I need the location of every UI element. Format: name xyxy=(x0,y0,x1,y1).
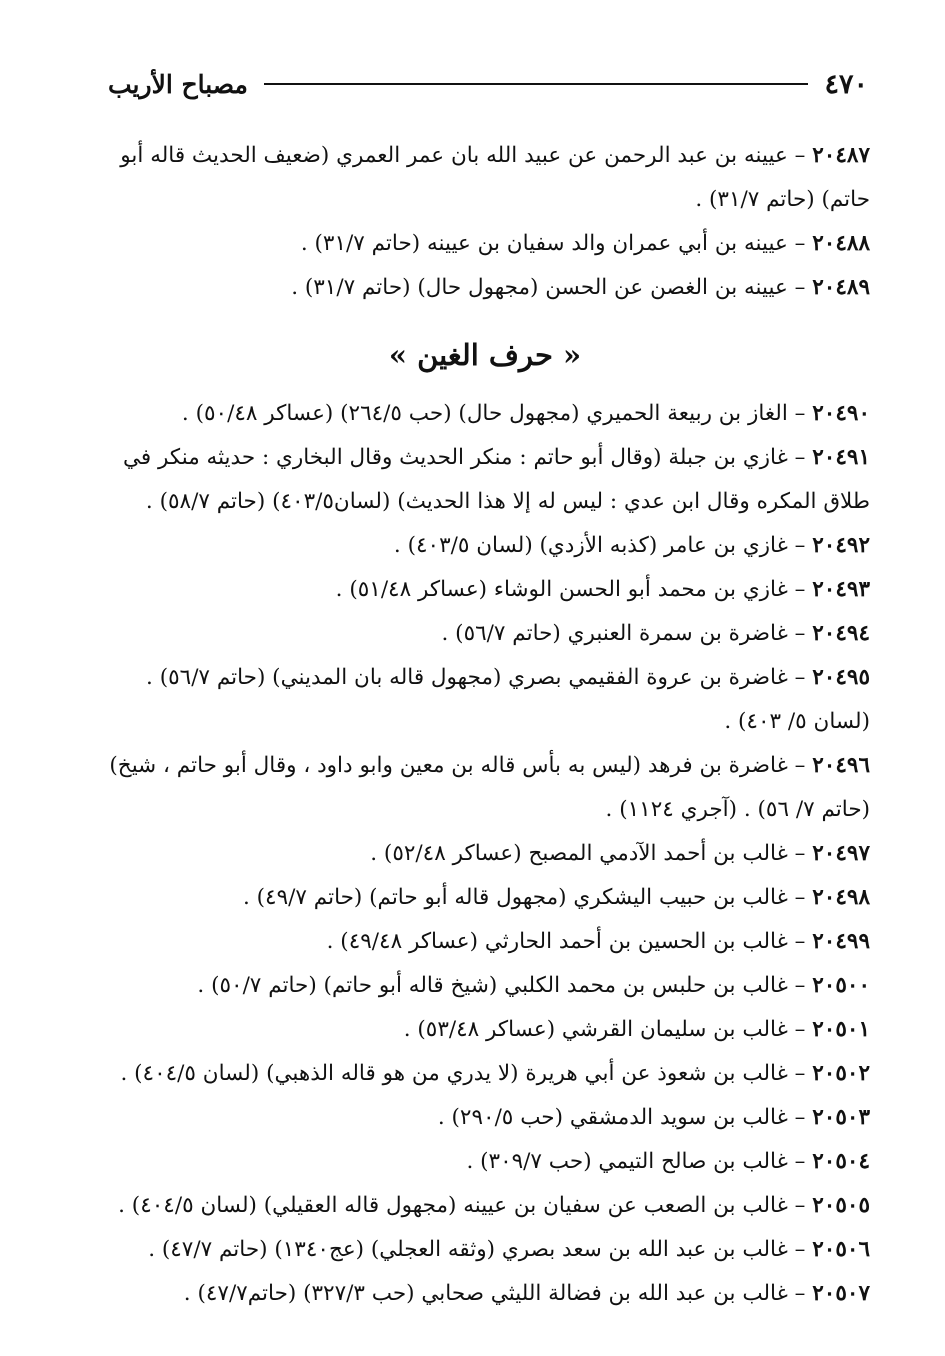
entry-dash: – xyxy=(787,143,813,168)
entry xyxy=(100,964,870,1008)
entry-number: ٢٠٤٩٥ xyxy=(812,665,870,690)
entry-text: غالب بن عبد الله بن سعد بصري (وثقه العجلي) (عج١٣٤٠) (حاتم ٤٧/٧) . xyxy=(148,1237,788,1262)
entry-number: ٢٠٥٠١ xyxy=(812,1017,870,1042)
entry xyxy=(100,744,870,832)
entry-text: غالب بن حبيب اليشكري (مجهول قاله أبو حاتم) (حاتم ٤٩/٧) . xyxy=(242,885,788,910)
page-number: ٤٧٠ xyxy=(824,68,868,100)
entry-dash: – xyxy=(787,753,813,778)
header-rule xyxy=(264,83,809,85)
entry xyxy=(100,1272,870,1316)
entry xyxy=(100,612,870,656)
entry-text: غالب بن حلبس بن محمد الكلبي (شيخ قاله أبو حاتم) (حاتم ٥٠/٧) . xyxy=(197,973,788,998)
entry xyxy=(100,656,870,744)
entry-dash: – xyxy=(787,445,813,470)
entry-number: ٢٠٤٩٠ xyxy=(812,401,870,426)
entry-number: ٢٠٤٩٦ xyxy=(812,753,870,778)
entry xyxy=(100,876,870,920)
entry xyxy=(100,436,870,524)
entry xyxy=(100,222,870,266)
entry-dash: – xyxy=(787,621,813,646)
entry-dash: – xyxy=(787,1017,813,1042)
entry-number: ٢٠٤٩٧ xyxy=(812,841,870,866)
entry-text: عيينه بن الغصن عن الحسن (مجهول حال) (حاتم ٣١/٧) . xyxy=(291,275,788,300)
entry-dash: – xyxy=(787,533,813,558)
entry xyxy=(100,266,870,310)
page-header xyxy=(108,64,868,104)
entry-number: ٢٠٥٠٢ xyxy=(812,1061,870,1086)
entry-text: غالب بن صالح التيمي (حب ٣٠٩/٧) . xyxy=(466,1149,788,1174)
book-title: مصباح الأريب xyxy=(108,69,248,99)
entry-dash: – xyxy=(787,1105,813,1130)
section-title: « حرف الغين » xyxy=(388,338,582,372)
entry-number: ٢٠٤٨٧ xyxy=(812,143,870,168)
entry-text: غازي بن جبلة (وقال أبو حاتم : منكر الحديث وقال البخاري : حديثه منكر في طلاق المكره وقال ابن عدي : ليس له إلا هذا الحديث) (لسان٤٠٣/٥) (حاتم ٥٨/٧) . xyxy=(122,445,870,514)
entry-number: ٢٠٥٠٦ xyxy=(812,1237,870,1262)
entry-text: غالب بن سويد الدمشقي (حب ٢٩٠/٥) . xyxy=(437,1105,788,1130)
entry-dash: – xyxy=(787,929,813,954)
entry xyxy=(100,832,870,876)
entry-number: ٢٠٤٩٨ xyxy=(812,885,870,910)
entry-number: ٢٠٤٩٩ xyxy=(812,929,870,954)
entry-text: غالب بن الحسين بن أحمد الحارثي (عساكر ٤٩/٤٨) . xyxy=(326,929,788,954)
entry-number: ٢٠٥٠٧ xyxy=(812,1281,870,1306)
entry-dash: – xyxy=(787,1237,813,1262)
entry-text: عيينه بن أبي عمران والد سفيان بن عيينه (حاتم ٣١/٧) . xyxy=(300,231,788,256)
entry-number: ٢٠٥٠٣ xyxy=(812,1105,870,1130)
entry xyxy=(100,568,870,612)
entry-text: غالب بن أحمد الآدمي المصبح (عساكر ٥٢/٤٨) . xyxy=(370,841,788,866)
entry-dash: – xyxy=(787,401,813,426)
entry-dash: – xyxy=(787,1149,813,1174)
entry-text: عيينه بن عبد الرحمن عن عبيد الله بان عمر العمري (ضعيف الحديث قاله أبو حاتم) (حاتم ٣١/٧) . xyxy=(120,143,870,212)
entry-text: غازي بن عامر (كذبه الأزدي) (لسان ٤٠٣/٥) . xyxy=(393,533,788,558)
entry-text: غالب بن شعوذ عن أبي هريرة (لا يدري من هو قاله الذهبي) (لسان ٤٠٤/٥) . xyxy=(120,1061,788,1086)
entry-text: غالب بن الصعب عن سفيان بن عيينه (مجهول قاله العقيلي) (لسان ٤٠٤/٥) . xyxy=(118,1193,788,1218)
entry xyxy=(100,1096,870,1140)
entry-dash: – xyxy=(787,275,813,300)
entry-list-after xyxy=(100,392,870,1316)
page-content xyxy=(100,134,870,1316)
entry-dash: – xyxy=(787,1281,813,1306)
entry-dash: – xyxy=(787,841,813,866)
entry-text: غاضرة بن سمرة العنبري (حاتم ٥٦/٧) . xyxy=(441,621,788,646)
entry-dash: – xyxy=(787,1061,813,1086)
entry-text: غازي بن محمد أبو الحسن الوشاء (عساكر ٥١/٤٨) . xyxy=(335,577,788,602)
entry-text: غاضرة بن عروة الفقيمي بصري (مجهول قاله بان المديني) (حاتم ٥٦/٧) . (لسان ٥/ ٤٠٣) . xyxy=(146,665,870,734)
entry-text: الغاز بن ربيعة الحميري (مجهول حال) (حب ٢٦٤/٥) (عساكر ٥٠/٤٨) . xyxy=(181,401,788,426)
entry-text: غاضرة بن فرهد (ليس به بأس قاله بن معين وابو داود ، وقال أبو حاتم ، شيخ) (حاتم ٧/ ٥٦) . (آجري ١١٢٤) . xyxy=(109,753,870,822)
entry xyxy=(100,1228,870,1272)
entry xyxy=(100,392,870,436)
entry-text: غالب بن سليمان القرشي (عساكر ٥٣/٤٨) . xyxy=(403,1017,788,1042)
entry xyxy=(100,524,870,568)
entry-number: ٢٠٤٩٤ xyxy=(812,621,870,646)
entry-list-before xyxy=(100,134,870,310)
entry-number: ٢٠٤٨٩ xyxy=(812,275,870,300)
entry-number: ٢٠٥٠٥ xyxy=(812,1193,870,1218)
entry-number: ٢٠٤٩٢ xyxy=(812,533,870,558)
entry-number: ٢٠٥٠٠ xyxy=(812,973,870,998)
entry-text: غالب بن عبد الله بن فضالة الليثي صحابي (حب ٣٢٧/٣) (حاتم٤٧/٧) . xyxy=(183,1281,788,1306)
entry xyxy=(100,920,870,964)
entry-number: ٢٠٤٨٨ xyxy=(812,231,870,256)
entry xyxy=(100,1140,870,1184)
entry-dash: – xyxy=(787,577,813,602)
entry-dash: – xyxy=(787,1193,813,1218)
entry-number: ٢٠٥٠٤ xyxy=(812,1149,870,1174)
entry xyxy=(100,1008,870,1052)
entry-dash: – xyxy=(787,665,813,690)
entry xyxy=(100,1052,870,1096)
entry-number: ٢٠٤٩٣ xyxy=(812,577,870,602)
entry xyxy=(100,134,870,222)
entry-dash: – xyxy=(787,885,813,910)
entry-dash: – xyxy=(787,973,813,998)
entry xyxy=(100,1184,870,1228)
entry-number: ٢٠٤٩١ xyxy=(812,445,870,470)
entry-dash: – xyxy=(787,231,813,256)
